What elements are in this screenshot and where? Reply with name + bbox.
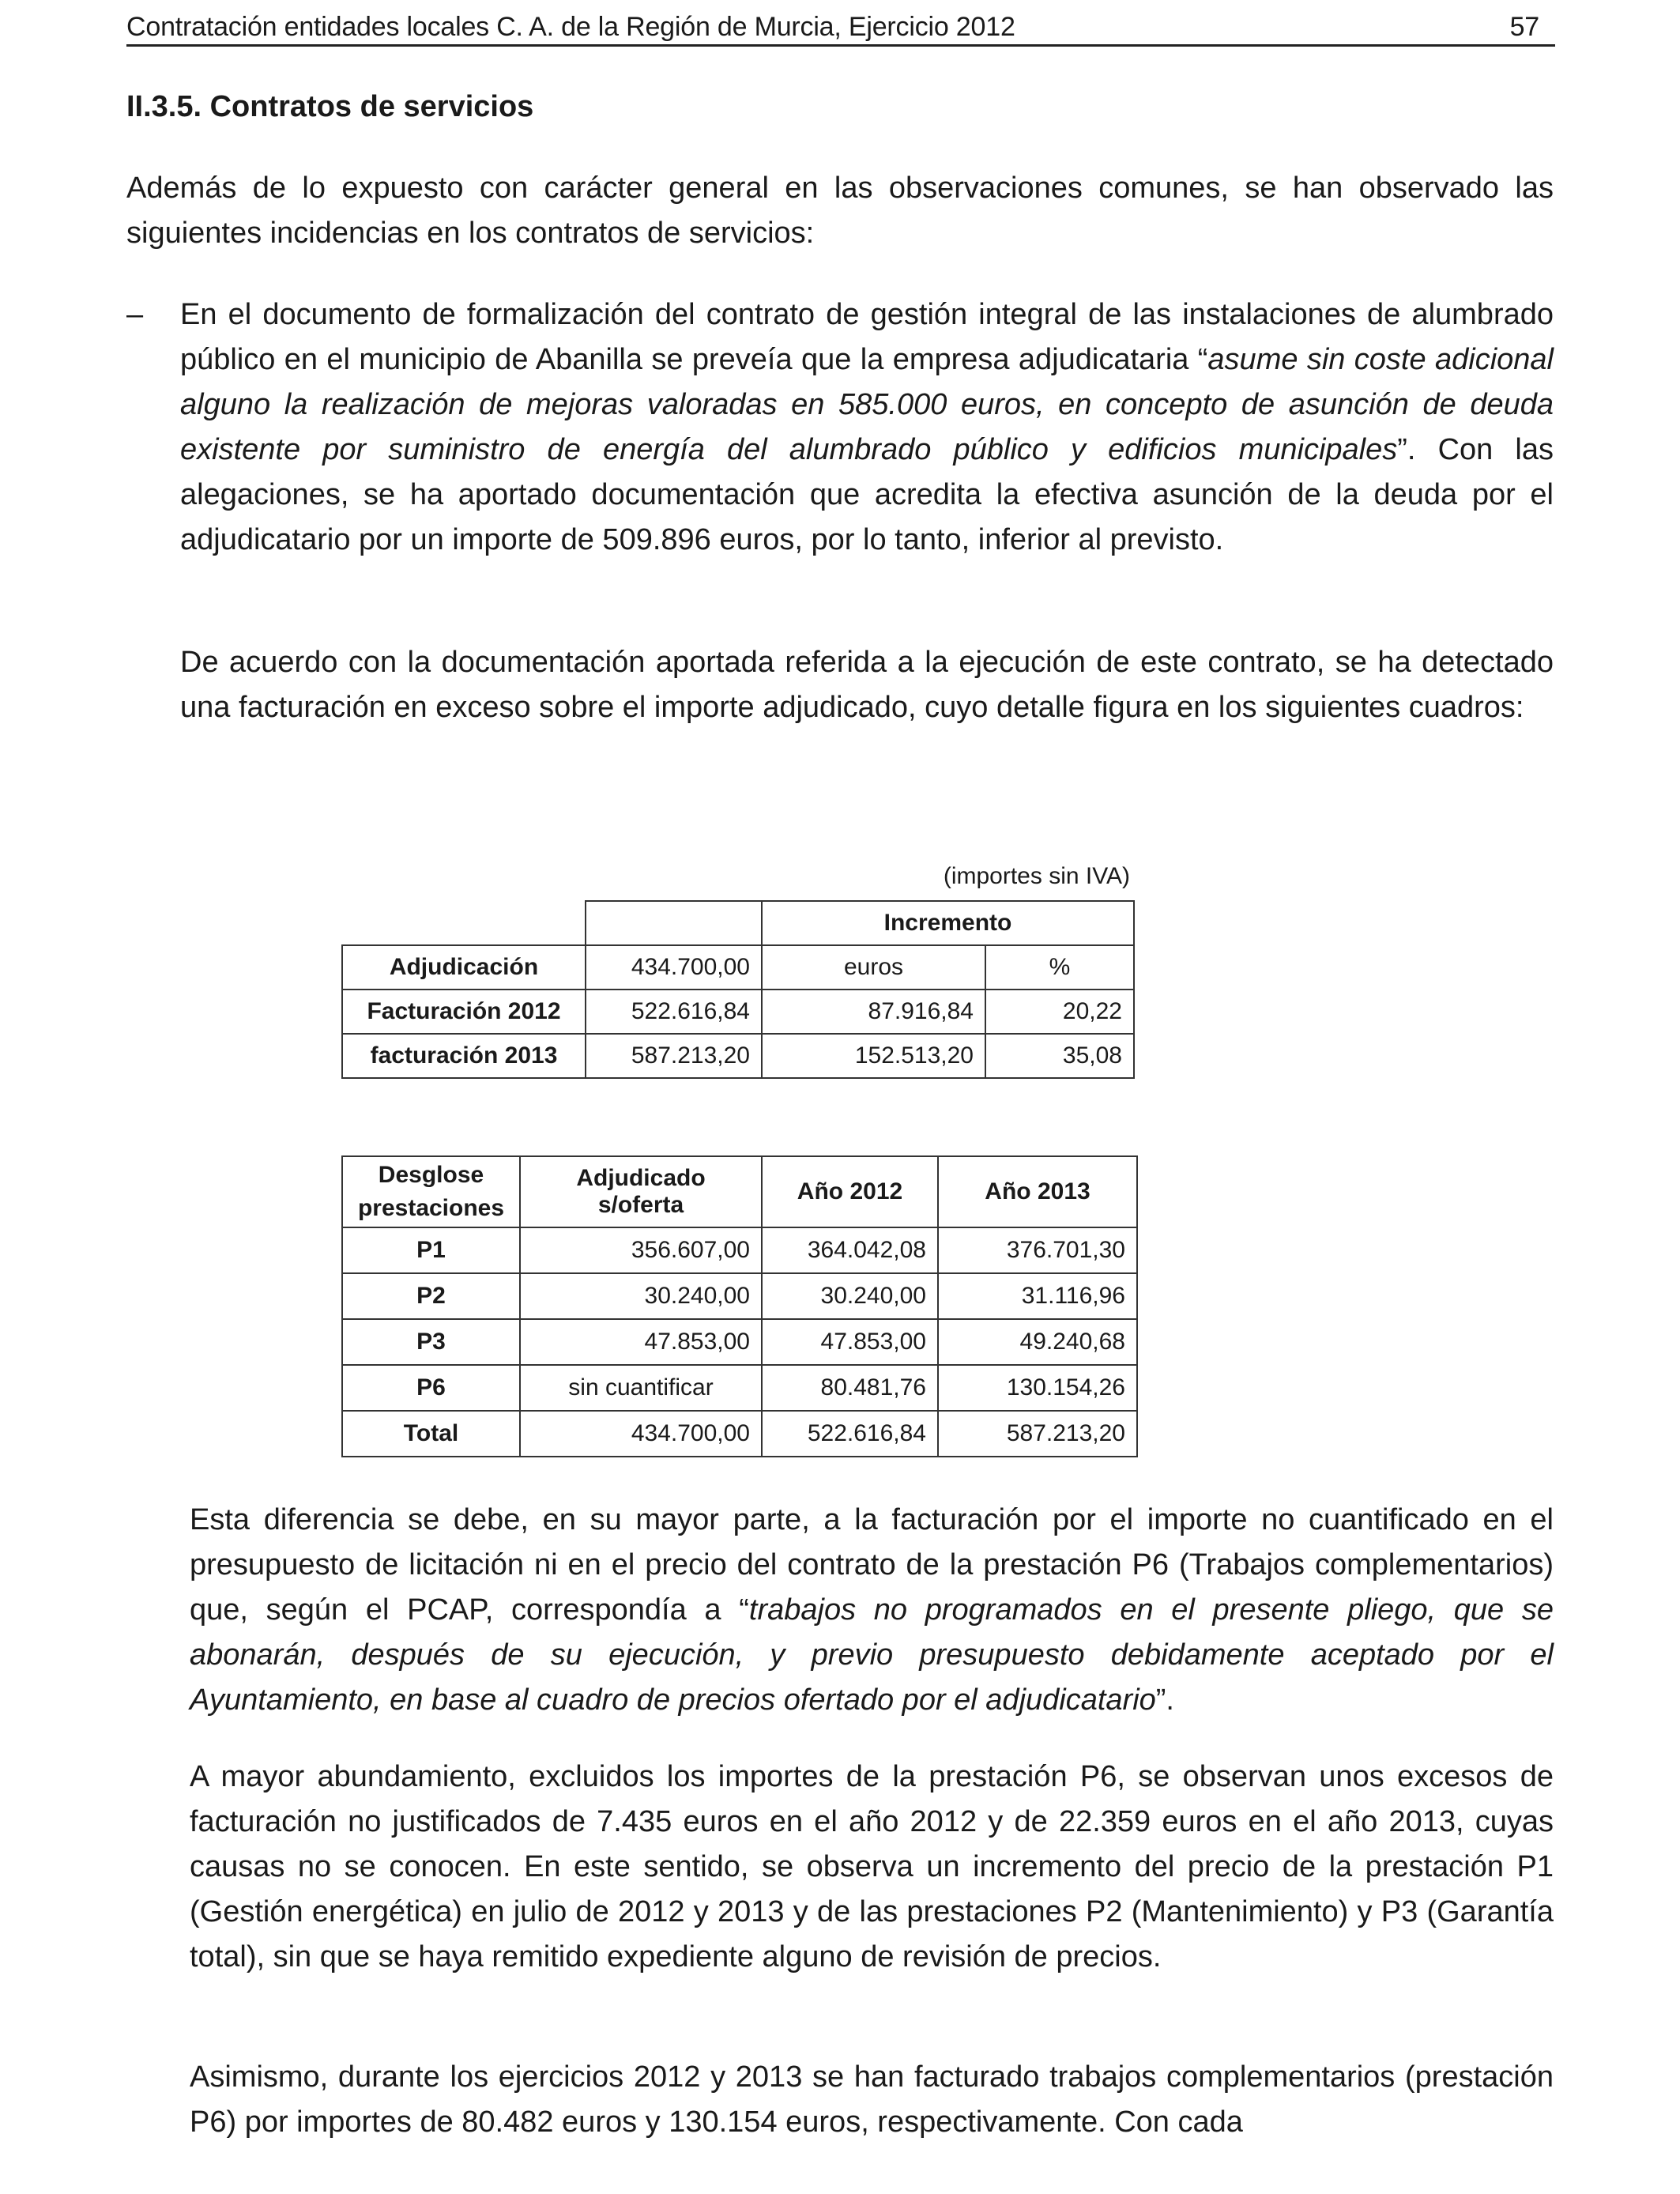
header-line: Desglose	[378, 1162, 484, 1188]
header-2013: Año 2013	[938, 1156, 1137, 1227]
difference-paragraph	[190, 1498, 1554, 1723]
bullet-quote: asume sin coste adicional alguno la realización de mejoras valoradas en 585.000 euros, en concepto de asunción de deuda existente por suministro de energía del alumbrado público y edificios municipales	[180, 343, 1554, 466]
table-row	[342, 1227, 1137, 1273]
header-desglose	[342, 1156, 520, 1227]
table-row	[342, 1365, 1137, 1411]
increment-header: Incremento	[762, 901, 1134, 945]
y2013-cell: 587.213,20	[938, 1411, 1137, 1457]
adjudicado-cell: 434.700,00	[520, 1411, 762, 1457]
adjudicado-cell: sin cuantificar	[520, 1365, 762, 1411]
row-label: facturación 2013	[342, 1034, 586, 1078]
mayor-abundamiento-paragraph: A mayor abundamiento, excluidos los importes de la prestación P6, se observan unos excesos de facturación no justificados de 7.435 euros en el año 2012 y de 22.359 euros en el año 2013, cuyas causas no se conocen. En este sentido, se observa un incremento del precio de la prestación P1 (Gestión energética) en julio de 2012 y 2013 y de las prestaciones P2 (Mantenimiento) y P3 (Garantía total), sin que se haya remitido expediente alguno de revisión de precios.	[190, 1760, 1554, 1973]
amount-cell: 434.700,00	[586, 945, 762, 990]
table-row	[342, 990, 1134, 1034]
euros-cell: 152.513,20	[762, 1034, 985, 1078]
row-label: P2	[342, 1273, 520, 1319]
row-label: P3	[342, 1319, 520, 1365]
empty-cell	[342, 901, 586, 945]
row-label: Total	[342, 1411, 520, 1457]
billing-increment-table	[341, 900, 1135, 1079]
y2012-cell: 30.240,00	[762, 1273, 938, 1319]
table-row	[342, 1273, 1137, 1319]
table-total-row	[342, 1411, 1137, 1457]
table-row	[342, 1319, 1137, 1365]
y2013-cell: 49.240,68	[938, 1319, 1137, 1365]
adjudicado-cell: 30.240,00	[520, 1273, 762, 1319]
header-adjudicado: Adjudicado s/oferta	[520, 1156, 762, 1227]
euros-cell: euros	[762, 945, 985, 990]
row-label: Adjudicación	[342, 945, 586, 990]
section-title: II.3.5. Contratos de servicios	[126, 90, 534, 123]
table-header-row	[342, 901, 1134, 945]
row-label: P6	[342, 1365, 520, 1411]
bullet-paragraph	[180, 292, 1554, 563]
row-label: Facturación 2012	[342, 990, 586, 1034]
page-header	[126, 8, 1555, 47]
adjudicado-cell: 47.853,00	[520, 1319, 762, 1365]
intro-paragraph: Además de lo expuesto con carácter general en las observaciones comunes, se han observado las siguientes incidencias en los contratos de servicios:	[126, 172, 1554, 250]
table-row	[342, 945, 1134, 990]
adjudicado-cell: 356.607,00	[520, 1227, 762, 1273]
header-2012: Año 2012	[762, 1156, 938, 1227]
y2012-cell: 364.042,08	[762, 1227, 938, 1273]
bullet-text-post: ”. Con las alegaciones, se ha aportado documentación que acredita la efectiva asunción de la deuda por el adjudicatario por un importe de 509.896 euros, por lo tanto, inferior al previsto.	[180, 433, 1554, 556]
bullet-dash: –	[126, 298, 144, 331]
pct-cell: %	[985, 945, 1134, 990]
y2013-cell: 376.701,30	[938, 1227, 1137, 1273]
page-number: 57	[1509, 12, 1539, 42]
amount-cell: 522.616,84	[586, 990, 762, 1034]
table-row	[342, 1034, 1134, 1078]
diff-text-post: ”.	[1155, 1683, 1174, 1717]
euros-cell: 87.916,84	[762, 990, 985, 1034]
table-note: (importes sin IVA)	[943, 863, 1130, 889]
document-title: Contratación entidades locales C. A. de la Región de Murcia, Ejercicio 2012	[126, 12, 1015, 42]
diff-text-pre: Esta diferencia se debe, en su mayor parte, a la facturación por el importe no cuantificado en el presupuesto de licitación ni en el precio del contrato de la prestación P6 (Trabajos complementarios) que, según el PCAP, correspondía a “	[190, 1503, 1554, 1627]
row-label: P1	[342, 1227, 520, 1273]
amount-cell: 587.213,20	[586, 1034, 762, 1078]
y2012-cell: 522.616,84	[762, 1411, 938, 1457]
pct-cell: 20,22	[985, 990, 1134, 1034]
pct-cell: 35,08	[985, 1034, 1134, 1078]
header-line: prestaciones	[357, 1195, 505, 1221]
y2012-cell: 47.853,00	[762, 1319, 938, 1365]
bullet-text-pre: En el documento de formalización del contrato de gestión integral de las instalaciones de alumbrado público en el municipio de Abanilla se preveía que la empresa adjudicataria “	[180, 298, 1554, 376]
y2012-cell: 80.481,76	[762, 1365, 938, 1411]
asimismo-paragraph: Asimismo, durante los ejercicios 2012 y 2013 se han facturado trabajos complementarios (prestación P6) por importes de 80.482 euros y 130.154 euros, respectivamente. Con cada	[190, 2060, 1554, 2139]
empty-cell	[586, 901, 762, 945]
y2013-cell: 130.154,26	[938, 1365, 1137, 1411]
diff-quote: trabajos no programados en el presente pliego, que se abonarán, después de su ejecución, y previo presupuesto debidamente aceptado por el Ayuntamiento, en base al cuadro de precios ofertado por el adjudicatario	[190, 1593, 1554, 1717]
y2013-cell: 31.116,96	[938, 1273, 1137, 1319]
services-breakdown-table	[341, 1155, 1138, 1457]
acuerdo-paragraph: De acuerdo con la documentación aportada referida a la ejecución de este contrato, se ha detectado una facturación en exceso sobre el importe adjudicado, cuyo detalle figura en los siguientes cuadros:	[180, 646, 1554, 724]
table-header-row	[342, 1156, 1137, 1227]
